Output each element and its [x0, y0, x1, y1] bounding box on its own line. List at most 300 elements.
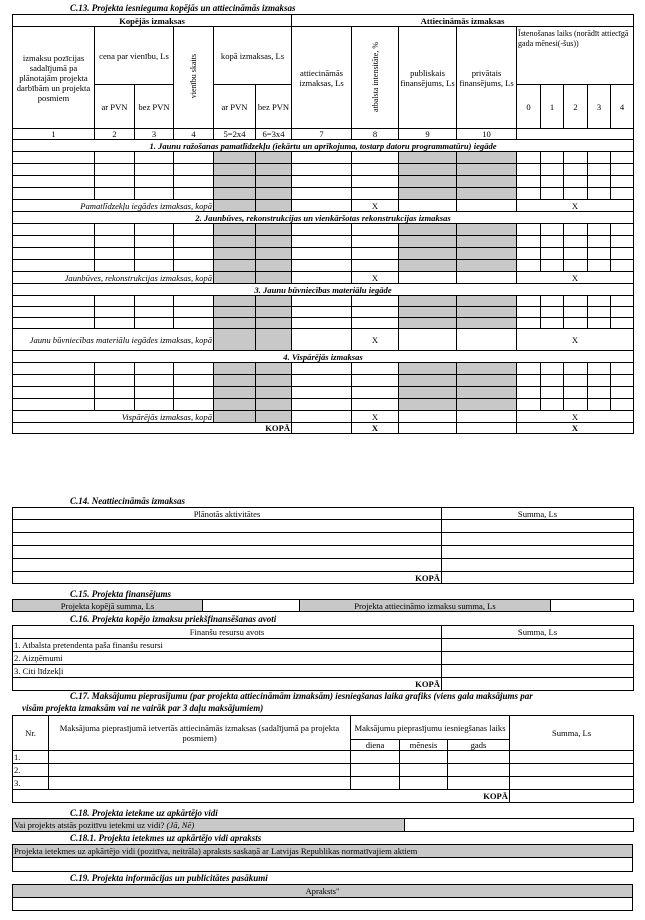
- cost-cell-input[interactable]: [611, 236, 634, 248]
- sum-input[interactable]: [442, 520, 634, 533]
- cost-cell-input[interactable]: [13, 375, 95, 387]
- cost-cell-input[interactable]: [95, 399, 135, 411]
- cost-cell-input[interactable]: [541, 318, 564, 329]
- cost-cell-input[interactable]: [588, 318, 611, 329]
- subtotal-input[interactable]: [256, 329, 292, 351]
- sum-input[interactable]: [442, 533, 634, 546]
- section-title-row: [13, 351, 634, 363]
- year-input[interactable]: [448, 777, 510, 790]
- cost-cell-input[interactable]: [564, 188, 588, 200]
- cost-cell-input[interactable]: [541, 296, 564, 307]
- cost-cell-input[interactable]: [588, 152, 611, 164]
- cost-cell-input[interactable]: [517, 307, 541, 318]
- cost-cell-input[interactable]: [174, 164, 214, 176]
- cost-cell-input[interactable]: [292, 363, 352, 375]
- num-cell: [517, 129, 634, 140]
- cost-cell-input[interactable]: [588, 224, 611, 236]
- cost-cell-input[interactable]: [256, 387, 292, 399]
- cost-cell-input[interactable]: [588, 387, 611, 399]
- cost-cell-input[interactable]: [457, 399, 517, 411]
- cost-cell-input[interactable]: [174, 152, 214, 164]
- subtotal-input[interactable]: [292, 200, 352, 212]
- cost-cell-input[interactable]: [588, 248, 611, 260]
- section-subtotal-label: Jaunbūves, rekonstrukcijas izmaksas, kopā: [13, 272, 214, 284]
- cost-cell-input[interactable]: [214, 188, 256, 200]
- cost-cell-input[interactable]: [135, 188, 174, 200]
- cost-cell-input[interactable]: [588, 188, 611, 200]
- cost-cell-input[interactable]: [95, 236, 135, 248]
- cost-cell-input[interactable]: [352, 399, 399, 411]
- cost-cell-input[interactable]: [95, 176, 135, 188]
- cost-cell-input[interactable]: [292, 236, 352, 248]
- cost-cell-input[interactable]: [256, 318, 292, 329]
- col-intensity-header: atbalsta intensitāte, %: [352, 27, 399, 129]
- cost-cell-input[interactable]: [292, 399, 352, 411]
- c14-total-input[interactable]: [442, 572, 634, 584]
- cost-cell-input[interactable]: [95, 224, 135, 236]
- cost-cell-input[interactable]: [541, 260, 564, 272]
- cost-cell-input[interactable]: [95, 318, 135, 329]
- cost-cell-input[interactable]: [135, 176, 174, 188]
- cost-cell-input[interactable]: [399, 375, 457, 387]
- cost-cell-input[interactable]: [13, 188, 95, 200]
- cost-cell-input[interactable]: [13, 260, 95, 272]
- cost-cell-input[interactable]: [292, 164, 352, 176]
- desc-input[interactable]: [49, 764, 351, 777]
- cost-cell-input[interactable]: [517, 318, 541, 329]
- cost-cell-input[interactable]: [292, 375, 352, 387]
- publicity-desc-input[interactable]: [13, 898, 633, 911]
- cost-cell-input[interactable]: [564, 363, 588, 375]
- cost-cell-input[interactable]: [174, 248, 214, 260]
- num-cell: 3: [135, 129, 174, 140]
- cost-cell-input[interactable]: [174, 375, 214, 387]
- cost-cell-input[interactable]: [457, 188, 517, 200]
- cost-cell-input[interactable]: [611, 307, 634, 318]
- subtotal-input[interactable]: [214, 329, 256, 351]
- cost-cell-input[interactable]: [399, 248, 457, 260]
- cost-cell-input[interactable]: [13, 176, 95, 188]
- project-total-sum-input[interactable]: [203, 600, 300, 612]
- cost-cell-input[interactable]: [13, 248, 95, 260]
- cost-cell-input[interactable]: [517, 260, 541, 272]
- cost-cell-input[interactable]: [611, 318, 634, 329]
- day-input[interactable]: [351, 777, 400, 790]
- cost-cell-input[interactable]: [95, 307, 135, 318]
- cost-cell-input[interactable]: [174, 363, 214, 375]
- subtotal-input[interactable]: [457, 200, 517, 212]
- cost-cell-input[interactable]: [588, 164, 611, 176]
- cost-cell-input[interactable]: [399, 164, 457, 176]
- cost-cell-input[interactable]: [135, 236, 174, 248]
- cost-cell-input[interactable]: [292, 224, 352, 236]
- cost-cell-input[interactable]: [214, 318, 256, 329]
- activity-input[interactable]: [13, 546, 442, 559]
- project-total-sum-label: Projekta kopējā summa, Ls: [13, 600, 203, 612]
- subtotal-input[interactable]: [292, 329, 352, 351]
- cost-cell-input[interactable]: [457, 260, 517, 272]
- impact-desc-input[interactable]: [13, 858, 633, 872]
- cost-cell-input[interactable]: [564, 236, 588, 248]
- cost-cell-input[interactable]: [611, 224, 634, 236]
- desc-input[interactable]: [49, 751, 351, 764]
- cost-cell-input[interactable]: [352, 188, 399, 200]
- cost-cell-input[interactable]: [13, 399, 95, 411]
- cost-cell-input[interactable]: [611, 399, 634, 411]
- cost-cell-input[interactable]: [517, 176, 541, 188]
- cost-cell-input[interactable]: [135, 260, 174, 272]
- subtotal-input[interactable]: [256, 272, 292, 284]
- cost-cell-input[interactable]: [517, 387, 541, 399]
- cost-cell-input[interactable]: [95, 296, 135, 307]
- year-input[interactable]: [448, 751, 510, 764]
- cost-cell-input[interactable]: [457, 236, 517, 248]
- cost-cell-input[interactable]: [399, 224, 457, 236]
- cost-cell-input[interactable]: [564, 224, 588, 236]
- cost-cell-input[interactable]: [457, 318, 517, 329]
- cost-cell-input[interactable]: [541, 176, 564, 188]
- cost-cell-input[interactable]: [214, 296, 256, 307]
- cost-cell-input[interactable]: [399, 176, 457, 188]
- cost-cell-input[interactable]: [611, 188, 634, 200]
- cost-cell-input[interactable]: [352, 363, 399, 375]
- cost-cell-input[interactable]: [135, 248, 174, 260]
- cost-cell-input[interactable]: [399, 307, 457, 318]
- cost-cell-input[interactable]: [352, 375, 399, 387]
- cost-cell-input[interactable]: [457, 307, 517, 318]
- planned-activities-header: Plānotās aktivitātes: [13, 508, 442, 520]
- cost-cell-input[interactable]: [256, 296, 292, 307]
- cost-cell-input[interactable]: [13, 318, 95, 329]
- cost-cell-input[interactable]: [352, 224, 399, 236]
- cost-cell-input[interactable]: [399, 363, 457, 375]
- cost-cell-input[interactable]: [457, 164, 517, 176]
- c17-total-input[interactable]: [510, 790, 634, 803]
- cost-cell-input[interactable]: [135, 164, 174, 176]
- cost-cell-input[interactable]: [95, 260, 135, 272]
- grand-total-label: KOPĀ: [13, 423, 292, 434]
- cost-cell-input[interactable]: [457, 296, 517, 307]
- cost-cell-input[interactable]: [352, 248, 399, 260]
- cost-cell-input[interactable]: [13, 307, 95, 318]
- cost-cell-input[interactable]: [588, 176, 611, 188]
- activity-input[interactable]: [13, 533, 442, 546]
- cost-cell-input[interactable]: [174, 188, 214, 200]
- cost-cell-input[interactable]: [174, 260, 214, 272]
- cost-cell-input[interactable]: [564, 307, 588, 318]
- cost-cell-input[interactable]: [13, 224, 95, 236]
- cost-cell-input[interactable]: [611, 296, 634, 307]
- section-subtotal-row: [13, 411, 634, 423]
- sum-input[interactable]: [442, 559, 634, 572]
- cost-cell-input[interactable]: [214, 387, 256, 399]
- cost-cell-input[interactable]: [588, 236, 611, 248]
- cost-cell-input[interactable]: [517, 399, 541, 411]
- cost-cell-input[interactable]: [292, 387, 352, 399]
- cost-cell-input[interactable]: [517, 375, 541, 387]
- cost-cell-input[interactable]: [457, 363, 517, 375]
- cost-cell-input[interactable]: [399, 296, 457, 307]
- cost-cell-input[interactable]: [256, 363, 292, 375]
- cost-cell-input[interactable]: [135, 307, 174, 318]
- cost-cell-input[interactable]: [352, 318, 399, 329]
- cost-cell-input[interactable]: [174, 236, 214, 248]
- subtotal-input[interactable]: [457, 272, 517, 284]
- subtotal-input[interactable]: [292, 272, 352, 284]
- cost-cell-input[interactable]: [13, 164, 95, 176]
- cost-cell-input[interactable]: [611, 176, 634, 188]
- cost-cell-input[interactable]: [541, 152, 564, 164]
- cost-cell-input[interactable]: [541, 363, 564, 375]
- cost-cell-input[interactable]: [541, 387, 564, 399]
- cost-cell-input[interactable]: [256, 260, 292, 272]
- cost-cell-input[interactable]: [352, 260, 399, 272]
- subtotal-input[interactable]: [214, 272, 256, 284]
- cost-cell-input[interactable]: [13, 387, 95, 399]
- cost-cell-input[interactable]: [214, 363, 256, 375]
- cost-cell-input[interactable]: [256, 164, 292, 176]
- cost-cell-input[interactable]: [95, 363, 135, 375]
- cost-cell-input[interactable]: [457, 248, 517, 260]
- cost-cell-input[interactable]: [588, 260, 611, 272]
- cost-cell-input[interactable]: [541, 375, 564, 387]
- cost-cell-input[interactable]: [292, 188, 352, 200]
- cost-cell-input[interactable]: [95, 152, 135, 164]
- sum-input[interactable]: [510, 777, 634, 790]
- cost-cell-input[interactable]: [517, 224, 541, 236]
- cost-cell-input[interactable]: [611, 164, 634, 176]
- subtotal-input[interactable]: [399, 272, 457, 284]
- cost-cell-input[interactable]: [95, 248, 135, 260]
- cost-cell-input[interactable]: [399, 188, 457, 200]
- cost-cell-input[interactable]: [135, 363, 174, 375]
- cost-cell-input[interactable]: [588, 375, 611, 387]
- cost-cell-input[interactable]: [292, 296, 352, 307]
- subtotal-input[interactable]: [256, 411, 292, 423]
- impact-question: [13, 819, 405, 832]
- cost-cell-input[interactable]: [13, 296, 95, 307]
- cost-cell-input[interactable]: [214, 224, 256, 236]
- cost-cell-input[interactable]: [95, 164, 135, 176]
- cost-cell-input[interactable]: [588, 307, 611, 318]
- cost-cell-input[interactable]: [611, 260, 634, 272]
- cost-cell-input[interactable]: [352, 387, 399, 399]
- cost-cell-input[interactable]: [517, 363, 541, 375]
- cost-cell-input[interactable]: [588, 399, 611, 411]
- cost-cell-input[interactable]: [135, 399, 174, 411]
- cost-cell-input[interactable]: [457, 176, 517, 188]
- cost-cell-input[interactable]: [352, 176, 399, 188]
- sum-input[interactable]: [510, 764, 634, 777]
- cost-cell-input[interactable]: [135, 224, 174, 236]
- total-input[interactable]: [292, 423, 352, 434]
- cost-cell-input[interactable]: [399, 387, 457, 399]
- cost-cell-input[interactable]: [256, 307, 292, 318]
- cost-cell-input[interactable]: [564, 296, 588, 307]
- cost-cell-input[interactable]: [135, 318, 174, 329]
- day-input[interactable]: [351, 751, 400, 764]
- cost-cell-input[interactable]: [399, 152, 457, 164]
- num-cell: 10: [457, 129, 517, 140]
- cost-cell-input[interactable]: [174, 176, 214, 188]
- subtotal-input[interactable]: [256, 200, 292, 212]
- cost-cell-input[interactable]: [214, 399, 256, 411]
- subtotal-input[interactable]: [399, 200, 457, 212]
- cost-cell-input[interactable]: [292, 248, 352, 260]
- cost-cell-input[interactable]: [256, 236, 292, 248]
- impact-answer-input[interactable]: [405, 819, 634, 832]
- cost-cell-input[interactable]: [541, 399, 564, 411]
- cost-cell-input[interactable]: [352, 152, 399, 164]
- sum-header: Summa, Ls: [442, 626, 634, 639]
- cost-cell-input[interactable]: [95, 188, 135, 200]
- sum-input[interactable]: [442, 639, 634, 652]
- nr-header: Nr.: [13, 716, 49, 751]
- cost-cell-input[interactable]: [352, 307, 399, 318]
- cost-cell-input[interactable]: [13, 363, 95, 375]
- eligible-sum-input[interactable]: [551, 600, 634, 612]
- sum-input[interactable]: [442, 665, 634, 678]
- cost-cell-input[interactable]: [214, 375, 256, 387]
- cost-cell-input[interactable]: [564, 248, 588, 260]
- cost-cell-input[interactable]: [174, 387, 214, 399]
- cost-cell-input[interactable]: [13, 152, 95, 164]
- cost-cell-input[interactable]: [214, 176, 256, 188]
- cost-cell-input[interactable]: [135, 296, 174, 307]
- cost-cell-input[interactable]: [214, 152, 256, 164]
- total-input[interactable]: [457, 423, 517, 434]
- cost-cell-input[interactable]: [256, 152, 292, 164]
- cost-item-row: [13, 164, 634, 176]
- cost-cell-input[interactable]: [399, 318, 457, 329]
- cost-cell-input[interactable]: [564, 375, 588, 387]
- cost-cell-input[interactable]: [564, 318, 588, 329]
- cost-cell-input[interactable]: [292, 260, 352, 272]
- c16-total-input[interactable]: [442, 678, 634, 691]
- subtotal-input[interactable]: [214, 200, 256, 212]
- cost-cell-input[interactable]: [174, 307, 214, 318]
- cost-cell-input[interactable]: [457, 387, 517, 399]
- subtotal-input[interactable]: [457, 329, 517, 351]
- cost-cell-input[interactable]: [256, 375, 292, 387]
- month-input[interactable]: [400, 751, 448, 764]
- cost-cell-input[interactable]: [457, 375, 517, 387]
- cost-cell-input[interactable]: [541, 224, 564, 236]
- sum-input[interactable]: [510, 751, 634, 764]
- desc-input[interactable]: [49, 777, 351, 790]
- cost-cell-input[interactable]: [541, 164, 564, 176]
- cost-cell-input[interactable]: [214, 248, 256, 260]
- cost-cell-input[interactable]: [292, 176, 352, 188]
- cost-cell-input[interactable]: [399, 236, 457, 248]
- cost-cell-input[interactable]: [352, 236, 399, 248]
- cost-cell-input[interactable]: [517, 236, 541, 248]
- cost-cell-input[interactable]: [95, 387, 135, 399]
- cost-cell-input[interactable]: [292, 307, 352, 318]
- cost-cell-input[interactable]: [256, 224, 292, 236]
- cost-cell-input[interactable]: [292, 152, 352, 164]
- x-mark: X: [517, 200, 634, 212]
- cost-cell-input[interactable]: [457, 224, 517, 236]
- cost-cell-input[interactable]: [517, 164, 541, 176]
- cost-cell-input[interactable]: [564, 152, 588, 164]
- cost-cell-input[interactable]: [588, 363, 611, 375]
- month-input[interactable]: [400, 777, 448, 790]
- cost-cell-input[interactable]: [214, 260, 256, 272]
- cost-cell-input[interactable]: [256, 176, 292, 188]
- cost-cell-input[interactable]: [564, 164, 588, 176]
- cost-cell-input[interactable]: [352, 164, 399, 176]
- cost-cell-input[interactable]: [611, 152, 634, 164]
- cost-cell-input[interactable]: [292, 318, 352, 329]
- cost-cell-input[interactable]: [517, 152, 541, 164]
- cost-cell-input[interactable]: [611, 375, 634, 387]
- cost-cell-input[interactable]: [135, 387, 174, 399]
- sum-input[interactable]: [442, 546, 634, 559]
- cost-cell-input[interactable]: [588, 296, 611, 307]
- cost-cell-input[interactable]: [214, 307, 256, 318]
- month-input[interactable]: [400, 764, 448, 777]
- cost-cell-input[interactable]: [256, 248, 292, 260]
- cost-cell-input[interactable]: [174, 399, 214, 411]
- cost-cell-input[interactable]: [352, 296, 399, 307]
- cost-cell-input[interactable]: [174, 318, 214, 329]
- cost-cell-input[interactable]: [174, 296, 214, 307]
- cost-cell-input[interactable]: [564, 387, 588, 399]
- cost-cell-input[interactable]: [611, 248, 634, 260]
- cost-cell-input[interactable]: [517, 188, 541, 200]
- cost-cell-input[interactable]: [214, 164, 256, 176]
- subtotal-input[interactable]: [399, 329, 457, 351]
- cost-cell-input[interactable]: [564, 176, 588, 188]
- cost-cell-input[interactable]: [517, 248, 541, 260]
- cost-cell-input[interactable]: [564, 399, 588, 411]
- sum-input[interactable]: [442, 652, 634, 665]
- cost-cell-input[interactable]: [541, 188, 564, 200]
- c17-title-line2: visām projekta izmaksām vai ne vairāk par 3 daļu maksājumiem): [22, 703, 264, 713]
- cost-cell-input[interactable]: [541, 248, 564, 260]
- cost-cell-input[interactable]: [214, 236, 256, 248]
- col-private-header: privātais finansējums, Ls: [457, 27, 517, 129]
- cost-cell-input[interactable]: [256, 188, 292, 200]
- day-input[interactable]: [351, 764, 400, 777]
- activity-input[interactable]: [13, 520, 442, 533]
- year-input[interactable]: [448, 764, 510, 777]
- cost-cell-input[interactable]: [541, 307, 564, 318]
- subtotal-input[interactable]: [292, 411, 352, 423]
- cost-cell-input[interactable]: [611, 363, 634, 375]
- cost-cell-input[interactable]: [517, 296, 541, 307]
- cost-cell-input[interactable]: [135, 375, 174, 387]
- cost-cell-input[interactable]: [135, 152, 174, 164]
- activity-input[interactable]: [13, 559, 442, 572]
- cost-cell-input[interactable]: [95, 375, 135, 387]
- subtotal-input[interactable]: [457, 411, 517, 423]
- cost-cell-input[interactable]: [399, 399, 457, 411]
- cost-cell-input[interactable]: [256, 399, 292, 411]
- subtotal-input[interactable]: [214, 411, 256, 423]
- cost-cell-input[interactable]: [541, 236, 564, 248]
- cost-cell-input[interactable]: [399, 260, 457, 272]
- total-input[interactable]: [399, 423, 457, 434]
- subtotal-input[interactable]: [399, 411, 457, 423]
- cost-cell-input[interactable]: [174, 224, 214, 236]
- cost-cell-input[interactable]: [611, 387, 634, 399]
- cost-cell-input[interactable]: [564, 260, 588, 272]
- cost-cell-input[interactable]: [457, 152, 517, 164]
- cost-cell-input[interactable]: [13, 236, 95, 248]
- section-subtotal-label: Pamatlīdzekļu iegādes izmaksas, kopā: [13, 200, 214, 212]
